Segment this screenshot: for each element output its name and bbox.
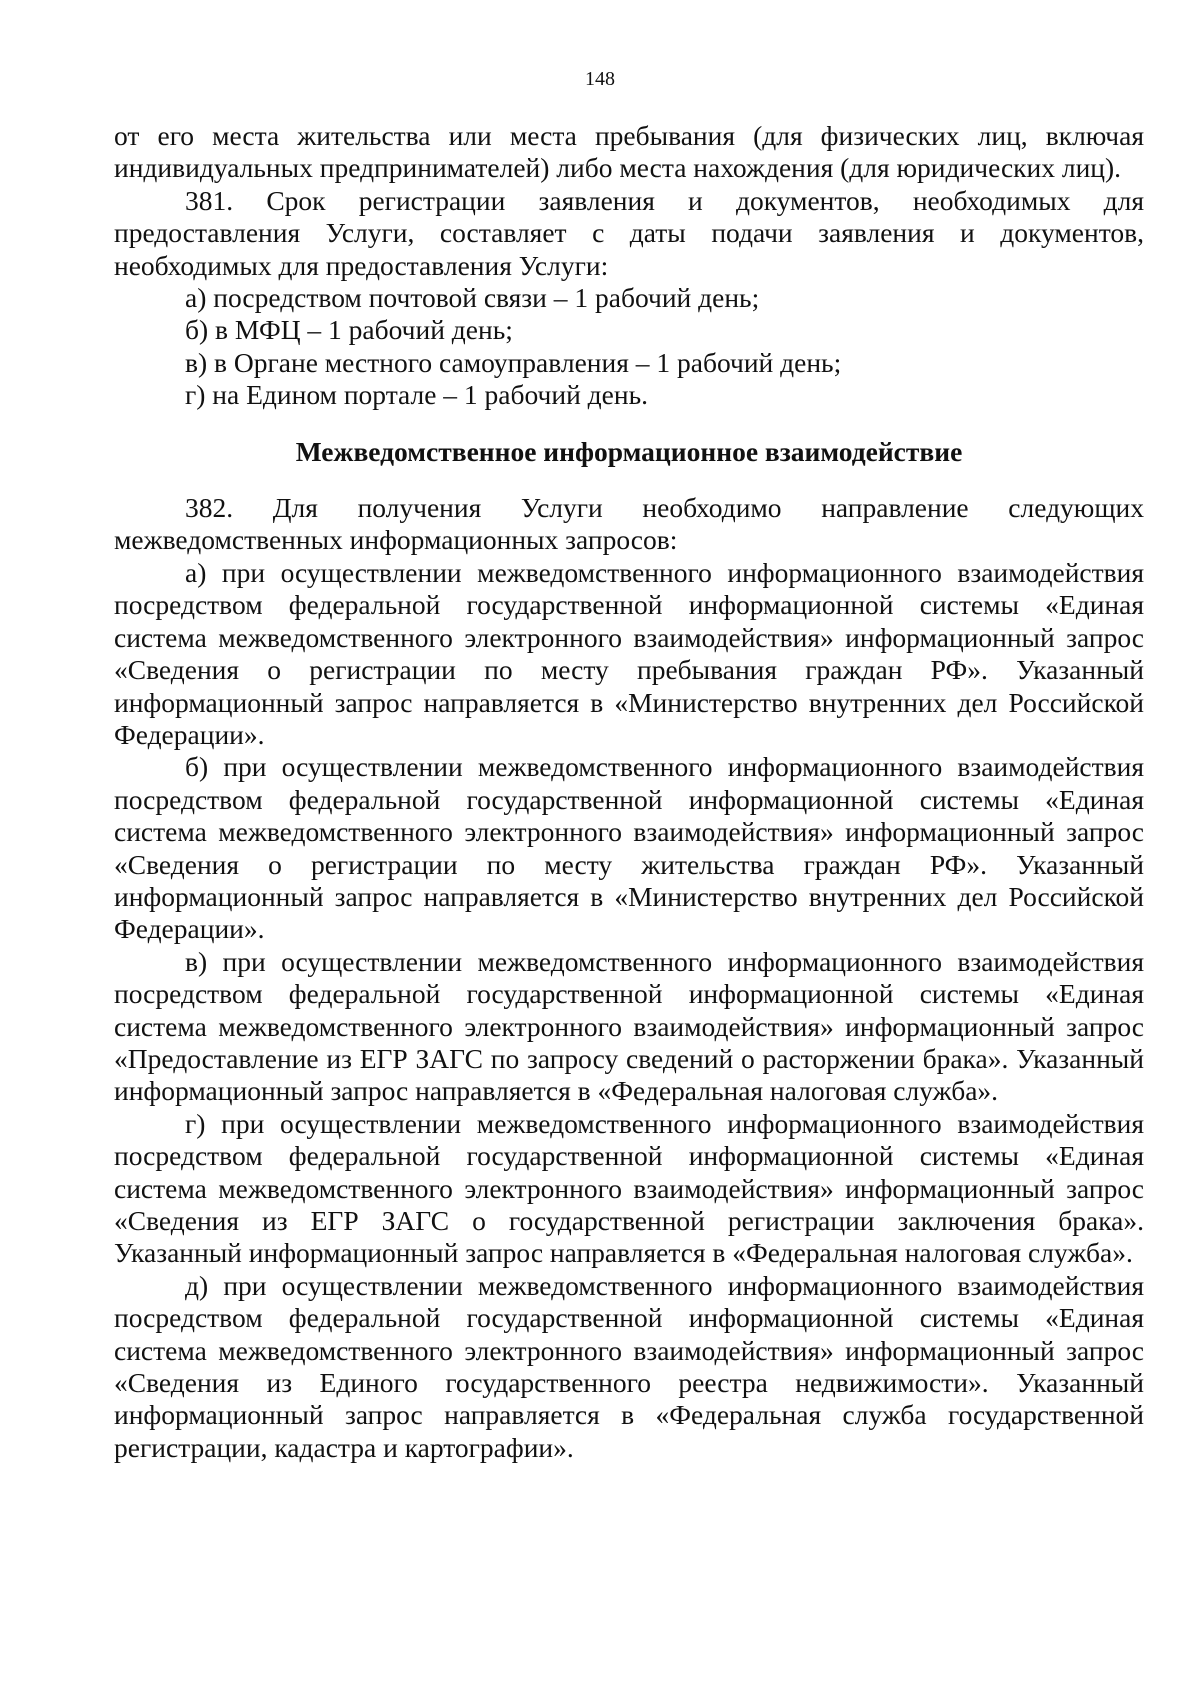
- list-item-b: б) в МФЦ – 1 рабочий день;: [185, 314, 513, 346]
- list-item-a: а) посредством почтовой связи – 1 рабочий день;: [185, 282, 760, 314]
- document-body: [114, 120, 1144, 1464]
- page-number: 148: [585, 68, 615, 90]
- request-item-a: а) при осуществлении межведомственного информационного взаимодействия посредством федеральной государственной информационной системы «Единая система межведомственного электронного взаимодействия» информационный запрос «Сведения о регистрации по месту пребывания граждан РФ». Указанный информационный запрос направляется в «Министерство внутренних дел Российской Федерации».: [114, 556, 1144, 750]
- paragraph-381: 381. Срок регистрации заявления и документов, необходимых для предоставления Услуги, составляет с даты подачи заявления и документов, необходимых для предоставления Услуги:: [114, 184, 1144, 281]
- request-item-v: в) при осуществлении межведомственного информационного взаимодействия посредством федеральной государственной информационной системы «Единая система межведомственного электронного взаимодействия» информационный запрос «Предоставление из ЕГР ЗАГС по запросу сведений о расторжении брака». Указанный информационный запрос направляется в «Федеральная налоговая служба».: [114, 945, 1144, 1107]
- request-item-d: д) при осуществлении межведомственного информационного взаимодействия посредством федеральной государственной информационной системы «Единая система межведомственного электронного взаимодействия» информационный запрос «Сведения из Единого государственного реестра недвижимости». Указанный информационный запрос направляется в «Федеральная служба государственной регистрации, кадастра и картографии».: [114, 1269, 1144, 1463]
- paragraph-continuation: от его места жительства или места пребывания (для физических лиц, включая индивидуальных предпринимателей) либо места нахождения (для юридических лиц).: [114, 120, 1144, 184]
- request-item-g: г) при осуществлении межведомственного информационного взаимодействия посредством федеральной государственной информационной системы «Единая система межведомственного электронного взаимодействия» информационный запрос «Сведения из ЕГР ЗАГС о государственной регистрации заключения брака». Указанный информационный запрос направляется в «Федеральная налоговая служба».: [114, 1107, 1144, 1269]
- section-heading: Межведомственное информационное взаимодействие: [295, 435, 963, 467]
- list-item-g: г) на Едином портале – 1 рабочий день.: [185, 379, 649, 411]
- request-item-b: б) при осуществлении межведомственного информационного взаимодействия посредством федеральной государственной информационной системы «Единая система межведомственного электронного взаимодействия» информационный запрос «Сведения о регистрации по месту жительства граждан РФ». Указанный информационный запрос направляется в «Министерство внутренних дел Российской Федерации».: [114, 751, 1144, 945]
- paragraph-382: 382. Для получения Услуги необходимо направление следующих межведомственных информационных запросов:: [114, 492, 1144, 556]
- list-item-v: в) в Органе местного самоуправления – 1 рабочий день;: [185, 346, 842, 378]
